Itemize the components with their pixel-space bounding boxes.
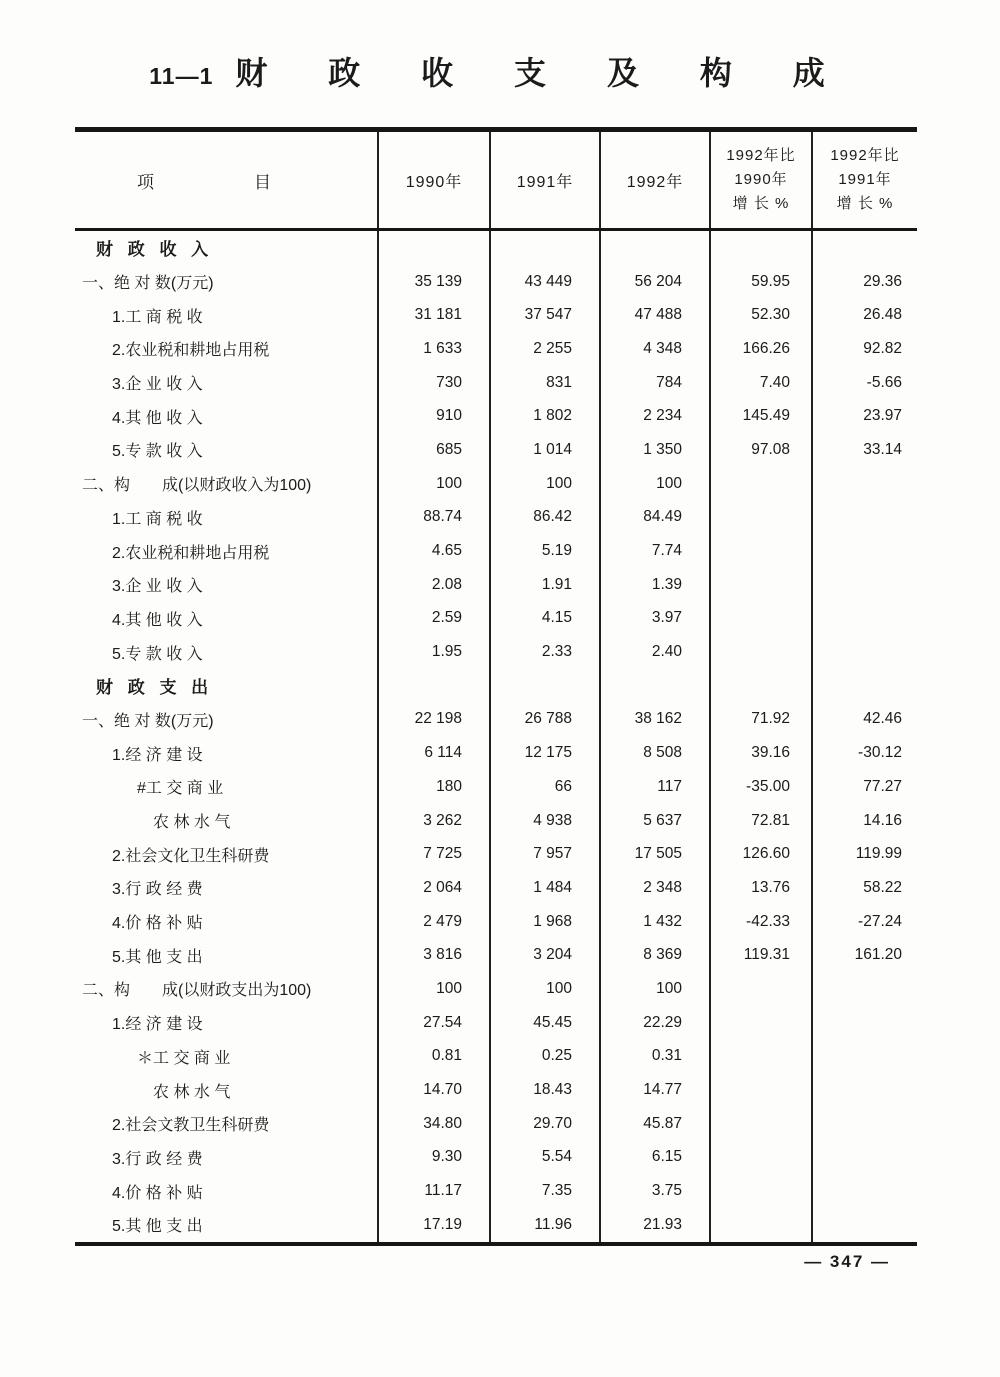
cell-growth-vs-1991	[812, 1073, 917, 1107]
row-label: 4.其 他 收 入	[112, 611, 203, 629]
row-label: 一、绝 对 数(万元)	[82, 712, 214, 730]
cell-growth-vs-1990	[710, 1174, 812, 1208]
header-item-left: 项	[137, 172, 154, 192]
cell-1990: 34.80	[378, 1107, 490, 1141]
table-number: 11—1	[149, 63, 214, 89]
cell-growth-vs-1990	[710, 568, 812, 602]
cell-1990: 1 633	[378, 332, 490, 366]
cell-growth-vs-1991: 14.16	[812, 804, 917, 838]
cell-1990: 1.95	[378, 635, 490, 669]
header-growth-vs-1991	[812, 130, 917, 230]
row-label: 2.社会文化卫生科研费	[112, 847, 270, 865]
table-row	[75, 332, 917, 366]
table-row	[75, 1141, 917, 1175]
table-row	[75, 433, 917, 467]
cell-1991: 1 802	[490, 399, 600, 433]
cell-growth-vs-1990: 126.60	[710, 837, 812, 871]
table-row	[75, 602, 917, 636]
cell-1992: 45.87	[600, 1107, 710, 1141]
table-row	[75, 669, 917, 703]
table-row	[75, 399, 917, 433]
title-block	[0, 48, 1000, 94]
table-row	[75, 1006, 917, 1040]
table-row	[75, 736, 917, 770]
cell-1992: 1.39	[600, 568, 710, 602]
cell-1992: 2.40	[600, 635, 710, 669]
cell-1990: 100	[378, 972, 490, 1006]
row-label: ＊工 交 商 业	[137, 1049, 231, 1067]
cell-growth-vs-1991	[812, 972, 917, 1006]
cell-growth-vs-1991: 26.48	[812, 298, 917, 332]
cell-1992: 6.15	[600, 1141, 710, 1175]
cell-1992: 8 369	[600, 938, 710, 972]
cell-1992: 14.77	[600, 1073, 710, 1107]
table-row	[75, 905, 917, 939]
cell-growth-vs-1991: 92.82	[812, 332, 917, 366]
cell-1991: 4.15	[490, 602, 600, 636]
cell-growth-vs-1991	[812, 1141, 917, 1175]
cell-1991	[490, 669, 600, 703]
row-label: 3.企 业 收 入	[112, 578, 203, 596]
cell-1992: 21.93	[600, 1208, 710, 1244]
cell-growth-vs-1991	[812, 1006, 917, 1040]
table-row	[75, 265, 917, 299]
page-title: 财 政 收 支 及 构 成	[235, 55, 851, 91]
row-label: 4.其 他 收 入	[112, 409, 203, 427]
row-label: 4.价 格 补 贴	[112, 915, 203, 933]
cell-1991: 1 014	[490, 433, 600, 467]
cell-1990: 3 262	[378, 804, 490, 838]
table-row	[75, 568, 917, 602]
cell-1992: 1 432	[600, 905, 710, 939]
row-label: 1.工 商 税 收	[112, 308, 203, 326]
table-row	[75, 1208, 917, 1244]
cell-1990: 22 198	[378, 703, 490, 737]
cell-growth-vs-1991	[812, 568, 917, 602]
cell-growth-vs-1990: 59.95	[710, 265, 812, 299]
cell-1990: 9.30	[378, 1141, 490, 1175]
header-growth-vs-1990-line2: 1990年	[734, 171, 788, 188]
row-label: 农 林 水 气	[153, 814, 231, 832]
cell-1991	[490, 230, 600, 265]
cell-1990	[378, 230, 490, 265]
cell-growth-vs-1990	[710, 1107, 812, 1141]
header-growth-vs-1991-line3: 增 长 %	[836, 195, 894, 212]
table-row	[75, 534, 917, 568]
cell-1990: 2.59	[378, 602, 490, 636]
cell-growth-vs-1990	[710, 972, 812, 1006]
cell-1992: 2 234	[600, 399, 710, 433]
cell-1991: 66	[490, 770, 600, 804]
cell-growth-vs-1991	[812, 230, 917, 265]
cell-growth-vs-1991	[812, 669, 917, 703]
cell-growth-vs-1990: 119.31	[710, 938, 812, 972]
cell-1992: 100	[600, 467, 710, 501]
cell-1990: 2 064	[378, 871, 490, 905]
cell-1991: 4 938	[490, 804, 600, 838]
cell-growth-vs-1991: 29.36	[812, 265, 917, 299]
cell-1990: 4.65	[378, 534, 490, 568]
cell-1992	[600, 669, 710, 703]
cell-growth-vs-1991	[812, 534, 917, 568]
table-row	[75, 1073, 917, 1107]
cell-1992: 784	[600, 366, 710, 400]
cell-growth-vs-1990	[710, 1073, 812, 1107]
cell-1991: 831	[490, 366, 600, 400]
row-label: 5.专 款 收 入	[112, 443, 203, 461]
cell-growth-vs-1991	[812, 1208, 917, 1244]
cell-1992: 3.75	[600, 1174, 710, 1208]
cell-growth-vs-1990: 72.81	[710, 804, 812, 838]
cell-1990: 88.74	[378, 501, 490, 535]
cell-1991: 3 204	[490, 938, 600, 972]
table-row	[75, 972, 917, 1006]
cell-growth-vs-1991	[812, 635, 917, 669]
cell-growth-vs-1990: -35.00	[710, 770, 812, 804]
cell-1992: 100	[600, 972, 710, 1006]
table-row	[75, 837, 917, 871]
cell-growth-vs-1991: -30.12	[812, 736, 917, 770]
cell-growth-vs-1991	[812, 467, 917, 501]
cell-1991: 100	[490, 972, 600, 1006]
cell-growth-vs-1991	[812, 1174, 917, 1208]
cell-growth-vs-1991: 161.20	[812, 938, 917, 972]
header-growth-vs-1991-line1: 1992年比	[830, 147, 900, 164]
cell-1990: 2.08	[378, 568, 490, 602]
table-row	[75, 871, 917, 905]
header-year-1992: 1992年	[600, 130, 710, 230]
row-label: 财 政 支 出	[96, 678, 214, 698]
cell-1990: 27.54	[378, 1006, 490, 1040]
cell-growth-vs-1990	[710, 1141, 812, 1175]
cell-growth-vs-1991	[812, 602, 917, 636]
cell-growth-vs-1991: 23.97	[812, 399, 917, 433]
cell-1990: 910	[378, 399, 490, 433]
cell-1992: 22.29	[600, 1006, 710, 1040]
cell-growth-vs-1991	[812, 1107, 917, 1141]
table-row	[75, 635, 917, 669]
cell-1991: 43 449	[490, 265, 600, 299]
cell-1992: 0.31	[600, 1040, 710, 1074]
cell-growth-vs-1990: 52.30	[710, 298, 812, 332]
cell-growth-vs-1990: 97.08	[710, 433, 812, 467]
header-growth-vs-1990	[710, 130, 812, 230]
cell-growth-vs-1991: -5.66	[812, 366, 917, 400]
header-year-1990: 1990年	[378, 130, 490, 230]
cell-1991: 2.33	[490, 635, 600, 669]
cell-1992: 56 204	[600, 265, 710, 299]
cell-growth-vs-1990	[710, 534, 812, 568]
cell-1990: 6 114	[378, 736, 490, 770]
cell-1990: 31 181	[378, 298, 490, 332]
row-label: #工 交 商 业	[137, 780, 224, 798]
row-label: 2.农业税和耕地占用税	[112, 342, 270, 360]
cell-1991: 0.25	[490, 1040, 600, 1074]
cell-1992: 38 162	[600, 703, 710, 737]
cell-1992: 3.97	[600, 602, 710, 636]
cell-1990: 180	[378, 770, 490, 804]
fiscal-table	[75, 127, 917, 1246]
table-row	[75, 1174, 917, 1208]
row-label: 1.经 济 建 设	[112, 746, 203, 764]
cell-1992: 1 350	[600, 433, 710, 467]
cell-1991: 7 957	[490, 837, 600, 871]
cell-1991: 1 484	[490, 871, 600, 905]
header-item	[75, 130, 378, 230]
header-item-right: 目	[254, 172, 271, 192]
row-label: 二、构 成(以财政支出为100)	[82, 982, 312, 1000]
cell-growth-vs-1990	[710, 467, 812, 501]
cell-growth-vs-1990	[710, 635, 812, 669]
cell-1991: 18.43	[490, 1073, 600, 1107]
cell-1990: 3 816	[378, 938, 490, 972]
cell-1991: 1.91	[490, 568, 600, 602]
cell-1991: 86.42	[490, 501, 600, 535]
cell-growth-vs-1990	[710, 602, 812, 636]
cell-1990: 17.19	[378, 1208, 490, 1244]
cell-growth-vs-1990: 7.40	[710, 366, 812, 400]
row-label: 4.价 格 补 贴	[112, 1184, 203, 1202]
cell-growth-vs-1991: 119.99	[812, 837, 917, 871]
cell-1992: 7.74	[600, 534, 710, 568]
cell-1992: 5 637	[600, 804, 710, 838]
cell-1991: 5.54	[490, 1141, 600, 1175]
table-row	[75, 298, 917, 332]
row-label: 二、构 成(以财政收入为100)	[82, 477, 312, 495]
table-row	[75, 501, 917, 535]
cell-1991: 45.45	[490, 1006, 600, 1040]
cell-growth-vs-1990	[710, 501, 812, 535]
cell-1991: 100	[490, 467, 600, 501]
cell-growth-vs-1991: 77.27	[812, 770, 917, 804]
header-year-1991: 1991年	[490, 130, 600, 230]
cell-1991: 2 255	[490, 332, 600, 366]
cell-1991: 1 968	[490, 905, 600, 939]
cell-1992: 84.49	[600, 501, 710, 535]
cell-growth-vs-1991: -27.24	[812, 905, 917, 939]
cell-growth-vs-1990: 13.76	[710, 871, 812, 905]
row-label: 一、绝 对 数(万元)	[82, 275, 214, 293]
cell-growth-vs-1990	[710, 1006, 812, 1040]
table-body	[75, 230, 917, 1244]
table-row	[75, 366, 917, 400]
header-growth-vs-1990-line3: 增 长 %	[732, 195, 790, 212]
cell-1992: 8 508	[600, 736, 710, 770]
cell-1992: 4 348	[600, 332, 710, 366]
cell-1991: 5.19	[490, 534, 600, 568]
row-label: 5.其 他 支 出	[112, 1218, 203, 1236]
cell-1991: 29.70	[490, 1107, 600, 1141]
cell-1990: 11.17	[378, 1174, 490, 1208]
header-growth-vs-1990-line1: 1992年比	[726, 147, 796, 164]
cell-1990: 730	[378, 366, 490, 400]
cell-1992: 17 505	[600, 837, 710, 871]
table-row	[75, 1107, 917, 1141]
cell-1992: 117	[600, 770, 710, 804]
row-label: 2.农业税和耕地占用税	[112, 544, 270, 562]
cell-1990	[378, 669, 490, 703]
row-label: 5.专 款 收 入	[112, 645, 203, 663]
cell-1990: 35 139	[378, 265, 490, 299]
cell-1991: 26 788	[490, 703, 600, 737]
header-growth-vs-1991-line2: 1991年	[838, 171, 892, 188]
page-number: — 347 —	[804, 1252, 890, 1271]
cell-growth-vs-1990	[710, 1040, 812, 1074]
cell-growth-vs-1991: 42.46	[812, 703, 917, 737]
cell-1990: 14.70	[378, 1073, 490, 1107]
cell-growth-vs-1990	[710, 230, 812, 265]
cell-1990: 7 725	[378, 837, 490, 871]
cell-1991: 7.35	[490, 1174, 600, 1208]
row-label: 1.经 济 建 设	[112, 1016, 203, 1034]
cell-growth-vs-1990: 145.49	[710, 399, 812, 433]
cell-1990: 2 479	[378, 905, 490, 939]
cell-1991: 12 175	[490, 736, 600, 770]
cell-1992	[600, 230, 710, 265]
cell-1992: 47 488	[600, 298, 710, 332]
row-label: 5.其 他 支 出	[112, 948, 203, 966]
row-label: 3.企 业 收 入	[112, 376, 203, 394]
row-label: 3.行 政 经 费	[112, 1150, 203, 1168]
table-row	[75, 230, 917, 265]
cell-growth-vs-1991	[812, 501, 917, 535]
row-label: 财 政 收 入	[96, 240, 214, 260]
table-row	[75, 770, 917, 804]
row-label: 3.行 政 经 费	[112, 881, 203, 899]
cell-growth-vs-1990	[710, 669, 812, 703]
table-header	[75, 130, 917, 230]
table-row	[75, 804, 917, 838]
cell-growth-vs-1991	[812, 1040, 917, 1074]
cell-growth-vs-1990: 71.92	[710, 703, 812, 737]
cell-1991: 11.96	[490, 1208, 600, 1244]
cell-1991: 37 547	[490, 298, 600, 332]
cell-growth-vs-1990	[710, 1208, 812, 1244]
cell-1990: 0.81	[378, 1040, 490, 1074]
row-label: 农 林 水 气	[153, 1083, 231, 1101]
cell-growth-vs-1991: 33.14	[812, 433, 917, 467]
row-label: 1.工 商 税 收	[112, 510, 203, 528]
cell-1990: 100	[378, 467, 490, 501]
cell-growth-vs-1990: 39.16	[710, 736, 812, 770]
cell-1992: 2 348	[600, 871, 710, 905]
cell-growth-vs-1990: 166.26	[710, 332, 812, 366]
table-row	[75, 1040, 917, 1074]
cell-1990: 685	[378, 433, 490, 467]
row-label: 2.社会文教卫生科研费	[112, 1117, 270, 1135]
table-row	[75, 938, 917, 972]
cell-growth-vs-1990: -42.33	[710, 905, 812, 939]
table-row	[75, 467, 917, 501]
table-row	[75, 703, 917, 737]
cell-growth-vs-1991: 58.22	[812, 871, 917, 905]
